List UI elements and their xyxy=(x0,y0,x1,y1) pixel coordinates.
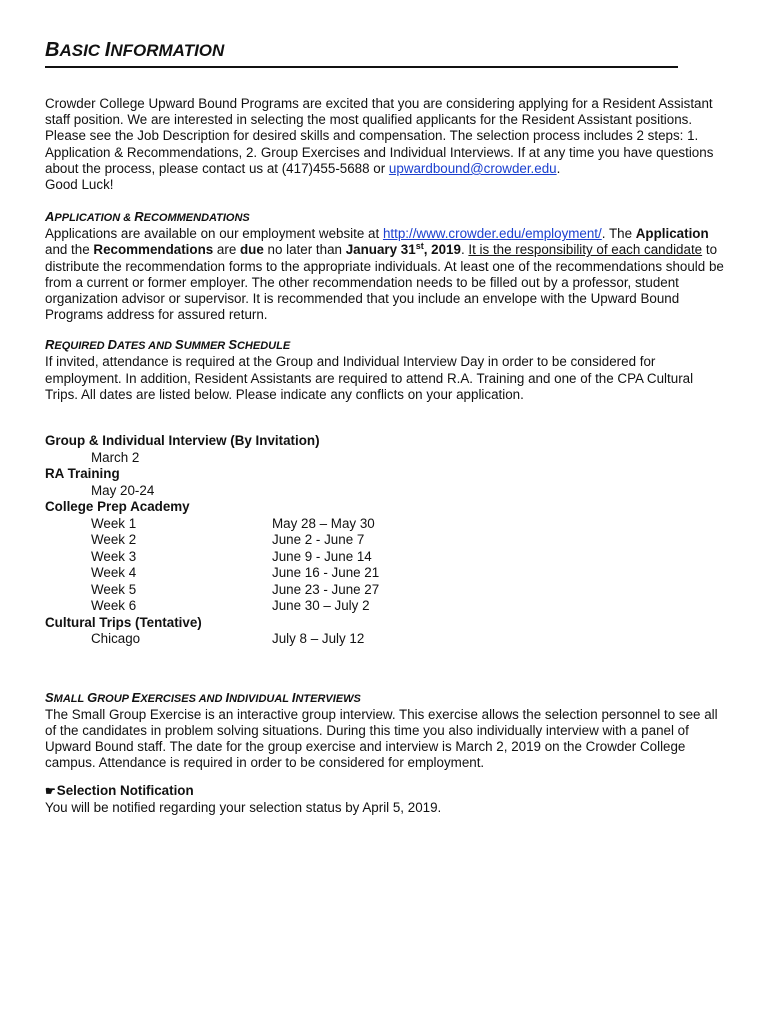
academy-title: College Prep Academy xyxy=(45,499,190,515)
week-label: Week 2 xyxy=(91,532,137,548)
application-heading xyxy=(45,209,725,226)
week-dates: June 9 - June 14 xyxy=(272,548,372,564)
due-date-year: , 2019 xyxy=(423,242,461,258)
app-text: Applications are available on our employment website at xyxy=(45,226,383,242)
intro-text: Crowder College Upward Bound Programs are excited that you are considering applying for a Resident Assistant staff position. We are interested in selecting the most qualified applicants for the Resident Assistant positions. Please see the Job Description for desired skills and compensation. The selection process includes 2 steps: 1. Application & Recommendations, 2. Group Exercises and Individual Interviews. If at any time you have questions about the process, please contact us at (417)455-5688 or xyxy=(45,96,714,176)
app-bold-recommendations: Recommendations xyxy=(93,242,214,258)
app-bold-application: Application xyxy=(635,226,709,242)
trip-dates: July 8 – July 12 xyxy=(272,631,365,647)
heading-rest: ECOMMENDATIONS xyxy=(143,212,250,225)
employment-link[interactable]: http://www.crowder.edu/employment/ xyxy=(382,226,602,242)
app-text: . xyxy=(460,242,469,258)
ra-training-title: RA Training xyxy=(45,466,120,482)
notification-paragraph: You will be notified regarding your selection status by April 5, 2019. xyxy=(45,799,442,815)
application-section xyxy=(45,209,725,323)
heading-rest: PPLICATION & xyxy=(54,212,135,225)
small-group-heading xyxy=(45,690,725,707)
week-row xyxy=(45,532,725,549)
heading-initial: D xyxy=(107,337,117,353)
due-date-day: January 31 xyxy=(345,242,416,258)
week-dates: June 30 – July 2 xyxy=(272,598,370,614)
week-label: Week 3 xyxy=(91,548,137,564)
heading-initial: A xyxy=(45,209,55,225)
app-underlined: It is the responsibility of each candidate xyxy=(468,242,703,258)
heading-rest: EQUIRED xyxy=(54,340,108,353)
heading-rest: XERCISES AND xyxy=(140,692,226,705)
heading-rest: CHEDULE xyxy=(236,340,291,353)
heading-initial: G xyxy=(87,689,98,705)
notification-title-text: Selection Notification xyxy=(56,783,194,799)
week-label: Week 4 xyxy=(91,565,137,581)
week-row xyxy=(45,582,725,599)
week-label: Week 5 xyxy=(91,581,137,597)
small-group-paragraph: The Small Group Exercise is an interactive group interview. This exercise allows the selection personnel to see all of the candidates in problem solving situations. During this time you also individually interview with a panel of Upward Bound staff. The date for the group exercise and interview is March 2, 2019 on the Crowder College campus. Attendance is required in order to be considered for employment. xyxy=(45,706,718,771)
required-heading xyxy=(45,337,725,354)
page-title xyxy=(45,38,678,68)
week-label: Week 1 xyxy=(91,515,137,531)
week-dates: June 23 - June 27 xyxy=(272,581,380,597)
required-paragraph: If invited, attendance is required at the Group and Individual Interview Day in order to be considered for employment. In addition, Resident Assistants are required to attend R.A. Training and one of the CPA Cultural Trips. All dates are listed below. Please indicate any conflicts on your application. xyxy=(45,354,694,402)
week-row xyxy=(45,516,725,533)
app-text: no later than xyxy=(263,242,346,258)
intro-closing: Good Luck! xyxy=(45,177,114,193)
week-row xyxy=(45,549,725,566)
intro-paragraph xyxy=(45,96,725,193)
week-dates: June 2 - June 7 xyxy=(272,532,365,548)
heading-initial: S xyxy=(45,689,54,705)
heading-rest: ROUP xyxy=(97,692,132,705)
email-link[interactable]: upwardbound@crowder.edu xyxy=(388,160,557,176)
week-dates: May 28 – May 30 xyxy=(272,515,375,531)
app-due-date xyxy=(346,242,461,257)
heading-initial: R xyxy=(45,337,55,353)
week-dates: June 16 - June 21 xyxy=(272,565,380,581)
heading-initial: I xyxy=(225,689,230,705)
interview-date: March 2 xyxy=(91,449,140,465)
trip-row xyxy=(45,631,725,648)
interview-title: Group & Individual Interview (By Invitation) xyxy=(45,433,320,449)
selection-notification-title xyxy=(45,783,725,800)
heading-rest: UMMER xyxy=(183,340,229,353)
app-text: and the xyxy=(45,242,94,258)
schedule-list xyxy=(45,433,725,648)
heading-rest: NTERVIEWS xyxy=(295,692,361,705)
trip-city: Chicago xyxy=(91,631,141,647)
document-page xyxy=(45,38,725,816)
application-paragraph xyxy=(45,226,725,323)
app-text: to distribute the recommendation forms to the appropriate individuals. At least one of the recommendations should be from a current or former employer. The other recommendation needs to be filled out by a professor, student organization advisor or supervisor. It is recommended that you include an envelope with the Upward Bound Programs address for assured return. xyxy=(45,242,724,323)
heading-initial: S xyxy=(228,337,237,353)
app-text: . The xyxy=(601,226,636,242)
small-group-section xyxy=(45,690,725,772)
due-date-suffix: st xyxy=(415,241,424,252)
pointing-hand-icon: ☛ xyxy=(45,784,56,799)
heading-initial: E xyxy=(131,689,141,705)
cultural-trips-title: Cultural Trips (Tentative) xyxy=(45,614,202,630)
app-text: are xyxy=(213,242,240,258)
required-section xyxy=(45,337,725,403)
title-initial-2: I xyxy=(104,39,111,61)
title-rest-1: ASIC xyxy=(59,41,105,60)
week-row xyxy=(45,598,725,615)
week-row xyxy=(45,565,725,582)
ra-training-date: May 20-24 xyxy=(91,482,155,498)
intro-period: . xyxy=(556,160,561,176)
heading-rest: NDIVIDUAL xyxy=(229,692,292,705)
heading-rest: MALL xyxy=(53,692,88,705)
title-initial-1: B xyxy=(45,39,60,61)
heading-initial: I xyxy=(291,689,296,705)
heading-rest: ATES AND xyxy=(116,340,176,353)
title-rest-2: NFORMATION xyxy=(110,41,225,60)
week-label: Week 6 xyxy=(91,598,137,614)
app-bold-due: due xyxy=(240,242,264,258)
heading-initial: S xyxy=(175,337,184,353)
heading-initial: R xyxy=(134,209,144,225)
